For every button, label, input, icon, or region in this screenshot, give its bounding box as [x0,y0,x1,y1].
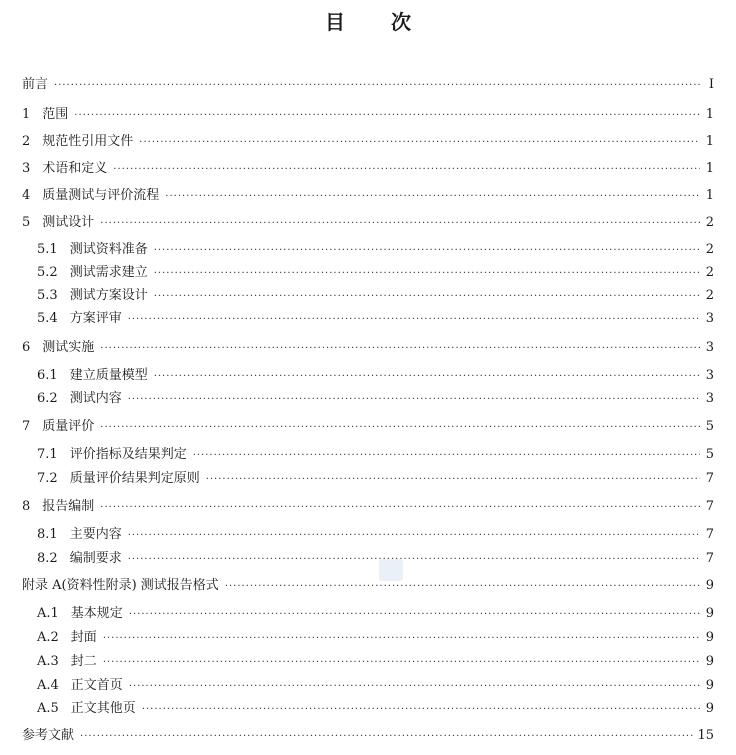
toc-entry-page: 7 [705,499,714,514]
dot-leader [129,679,700,695]
toc-entry-number: 3 [22,161,31,176]
dot-leader [128,392,700,408]
toc-entry-page: 1 [705,188,714,203]
dot-leader [100,216,700,232]
dot-leader [103,631,700,647]
toc-entry-number: 5.4 [37,311,58,326]
toc-subentry[interactable] [22,630,714,647]
toc-entry-preface[interactable] [22,77,714,94]
dot-leader [74,108,700,124]
toc-entry-page: 15 [697,728,714,743]
toc-entry[interactable] [22,134,714,151]
toc-entry-page: 7 [705,471,714,486]
toc-entry-number: 8 [22,499,31,514]
dot-leader [154,289,700,305]
toc-entry-references[interactable] [22,728,714,745]
toc-entry-number: 5.2 [37,265,58,280]
dot-leader [54,78,700,94]
toc-entry-text: 质量评价结果判定原则 [69,471,200,486]
toc-entry-number: 4 [22,188,31,203]
toc-entry-number: 2 [22,134,31,149]
toc-entry-number: 5.3 [37,288,58,303]
toc-subentry[interactable] [22,654,714,671]
dot-leader [80,729,693,745]
toc-entry-text: 建立质量模型 [69,368,148,383]
toc-entry-text: 附录 A(资料性附录) 测试报告格式 [22,578,219,593]
dot-leader [142,702,700,718]
toc-subentry[interactable] [22,311,714,328]
toc-entry-page: 9 [705,701,714,716]
toc-entry-number: A.5 [37,701,59,716]
toc-entry-text: 报告编制 [42,499,95,514]
dot-leader [100,500,700,516]
toc-entry-page: 7 [705,551,714,566]
toc-entry-number: 6.2 [37,391,58,406]
toc-entry-text: 封面 [70,630,97,645]
toc-entry-page: 1 [705,107,714,122]
title-left-char: 目 [325,10,345,34]
toc-entry-page: 9 [705,606,714,621]
dot-leader [103,655,700,671]
toc-entry-number: A.1 [37,606,59,621]
toc-entry-page: 3 [705,368,714,383]
toc-entry-text: 正文首页 [70,678,123,693]
toc-entry-text: 评价指标及结果判定 [69,447,187,462]
dot-leader [154,369,700,385]
toc-entry-number: 8.2 [37,551,58,566]
toc-entry-page: 2 [705,288,714,303]
toc-entry-number: 5.1 [37,242,58,257]
dot-leader [100,341,700,357]
toc-entry-number: 1 [22,107,31,122]
title-right-char: 次 [391,10,411,34]
toc-entry[interactable] [22,188,714,205]
toc-subentry[interactable] [22,368,714,385]
toc-entry-page: 1 [705,134,714,149]
toc-subentry[interactable] [22,265,714,282]
toc-entry-number: A.2 [37,630,59,645]
toc-entry-page: 9 [705,654,714,669]
toc-entry-page: 7 [705,527,714,542]
watermark-icon [379,559,403,581]
toc-entry-page: 9 [705,630,714,645]
page-title [0,6,736,35]
toc-entry-text: 测试内容 [69,391,122,406]
dot-leader [129,607,700,623]
dot-leader [206,472,700,488]
toc-entry[interactable] [22,340,714,357]
toc-entry-page: I [708,77,714,92]
toc-entry-text: 参考文献 [22,728,75,743]
dot-leader [225,579,700,595]
dot-leader [193,448,700,464]
toc-entry-text: 测试需求建立 [69,265,148,280]
toc-entry-number: 8.1 [37,527,58,542]
toc-entry-number: A.3 [37,654,59,669]
toc-entry-appendix-a[interactable] [22,578,714,595]
dot-leader [100,420,700,436]
toc-subentry[interactable] [22,678,714,695]
toc-entry-text: 测试方案设计 [69,288,148,303]
toc-entry-page: 2 [705,265,714,280]
toc-subentry[interactable] [22,288,714,305]
toc-entry-page: 3 [705,391,714,406]
toc-entry-text: 基本规定 [70,606,123,621]
toc-entry-page: 2 [705,242,714,257]
toc-subentry[interactable] [22,527,714,544]
toc-entry-text: 术语和定义 [42,161,108,176]
toc-subentry[interactable] [22,447,714,464]
toc-entry-number: 7.1 [37,447,58,462]
toc-entry-number: 7.2 [37,471,58,486]
dot-leader [165,189,700,205]
dot-leader [154,243,700,259]
dot-leader [113,162,700,178]
toc-entry-page: 1 [705,161,714,176]
toc-entry-page: 5 [705,447,714,462]
toc-subentry[interactable] [22,391,714,408]
toc-entry-text: 测试资料准备 [69,242,148,257]
toc-entry-text: 前言 [22,77,49,92]
toc-entry-page: 3 [705,340,714,355]
toc-entry-number: 6.1 [37,368,58,383]
toc-subentry[interactable] [22,701,714,718]
toc-entry-number: 7 [22,419,31,434]
toc-entry-text: 规范性引用文件 [42,134,134,149]
toc-entry-text: 正文其他页 [70,701,136,716]
toc-entry-text: 编制要求 [69,551,122,566]
toc-entry[interactable] [22,215,714,232]
toc-subentry[interactable] [22,551,714,568]
dot-leader [154,266,700,282]
toc-entry[interactable] [22,161,714,178]
toc-entry-number: A.4 [37,678,59,693]
toc-entry-page: 9 [705,678,714,693]
toc-entry-page: 2 [705,215,714,230]
dot-leader [128,528,700,544]
toc-entry-text: 质量评价 [42,419,95,434]
toc-subentry[interactable] [22,242,714,259]
toc-entry-text: 封二 [70,654,97,669]
dot-leader [128,552,700,568]
toc-entry-text: 范围 [42,107,69,122]
toc-entry-page: 9 [705,578,714,593]
toc-entry[interactable] [22,107,714,124]
toc-entry-text: 主要内容 [69,527,122,542]
toc-entry-number: 6 [22,340,31,355]
toc-subentry[interactable] [22,606,714,623]
toc-entry-text: 测试设计 [42,215,95,230]
toc-entry[interactable] [22,419,714,436]
toc-entry[interactable] [22,499,714,516]
toc-entry-page: 5 [705,419,714,434]
toc-entry-number: 5 [22,215,31,230]
toc-entry-text: 质量测试与评价流程 [42,188,160,203]
toc-subentry[interactable] [22,471,714,488]
toc-entry-text: 测试实施 [42,340,95,355]
dot-leader [139,135,700,151]
toc-entry-page: 3 [705,311,714,326]
toc-entry-text: 方案评审 [69,311,122,326]
dot-leader [128,312,700,328]
